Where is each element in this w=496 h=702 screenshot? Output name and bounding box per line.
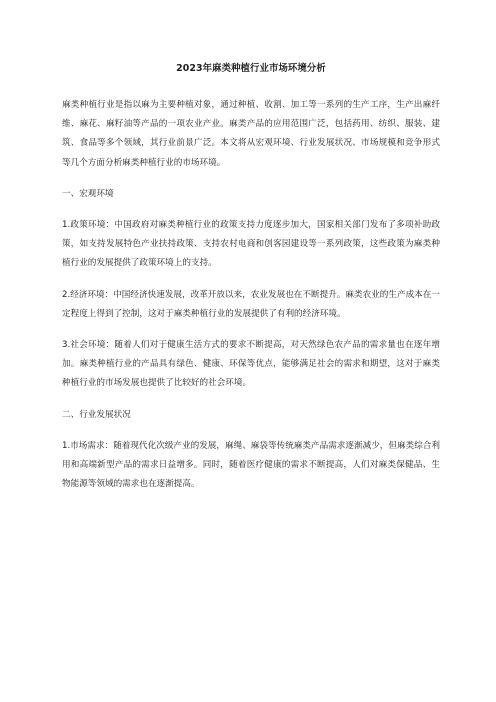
market-demand-paragraph: 1.市场需求：随着现代化次级产业的发展，麻绳、麻袋等传统麻类产品需求逐渐减少，但麻类综合利用和高端新型产品的需求日益增多。同时，随着医疗健康的需求不断提高，人们对麻类保健品、生物能源等领域的需求也在逐渐提高。	[62, 440, 440, 490]
society-paragraph: 3.社会环境：随着人们对于健康生活方式的要求不断提高，对天然绿色农产品的需求量也在逐年增加。麻类种植行业的产品具有绿色、健康、环保等优点，能够满足社会的需求和期望，这对于麻类种植行业的市场发展也提供了比较好的社会环境。	[62, 340, 440, 389]
economy-paragraph: 2.经济环境：中国经济快速发展，改革开放以来，农业发展也在不断提升。麻类农业的生产成本在一定程度上得到了控制，这对于麻类种植行业的发展提供了有利的经济环境。	[62, 289, 440, 319]
intro-paragraph: 麻类种植行业是指以麻为主要种植对象，通过种植、收割、加工等一系列的生产工序，生产出麻纤维、麻花、麻籽油等产品的一项农业产业。麻类产品的应用范围广泛，包括药用、纺织、服装、建筑、食品等多个领域，其行业前景广泛。本文将从宏观环境、行业发展状况、市场规模和竞争形式等几个方面分析麻类种植行业的市场环境。	[62, 100, 440, 168]
section-heading-macro: 一、宏观环境	[62, 188, 114, 199]
policy-paragraph: 1.政策环境：中国政府对麻类种植行业的政策支持力度逐步加大，国家相关部门发布了多项补助政策，如支持发展特色产业扶持政策、支持农村电商和创客园建设等一系列政策，这些政策为麻类种植行业的发展提供了政策环境上的支持。	[62, 220, 440, 269]
section-heading-industry: 二、行业发展状况	[62, 409, 131, 420]
document-title: 2023年麻类种植行业市场环境分析	[176, 63, 326, 74]
